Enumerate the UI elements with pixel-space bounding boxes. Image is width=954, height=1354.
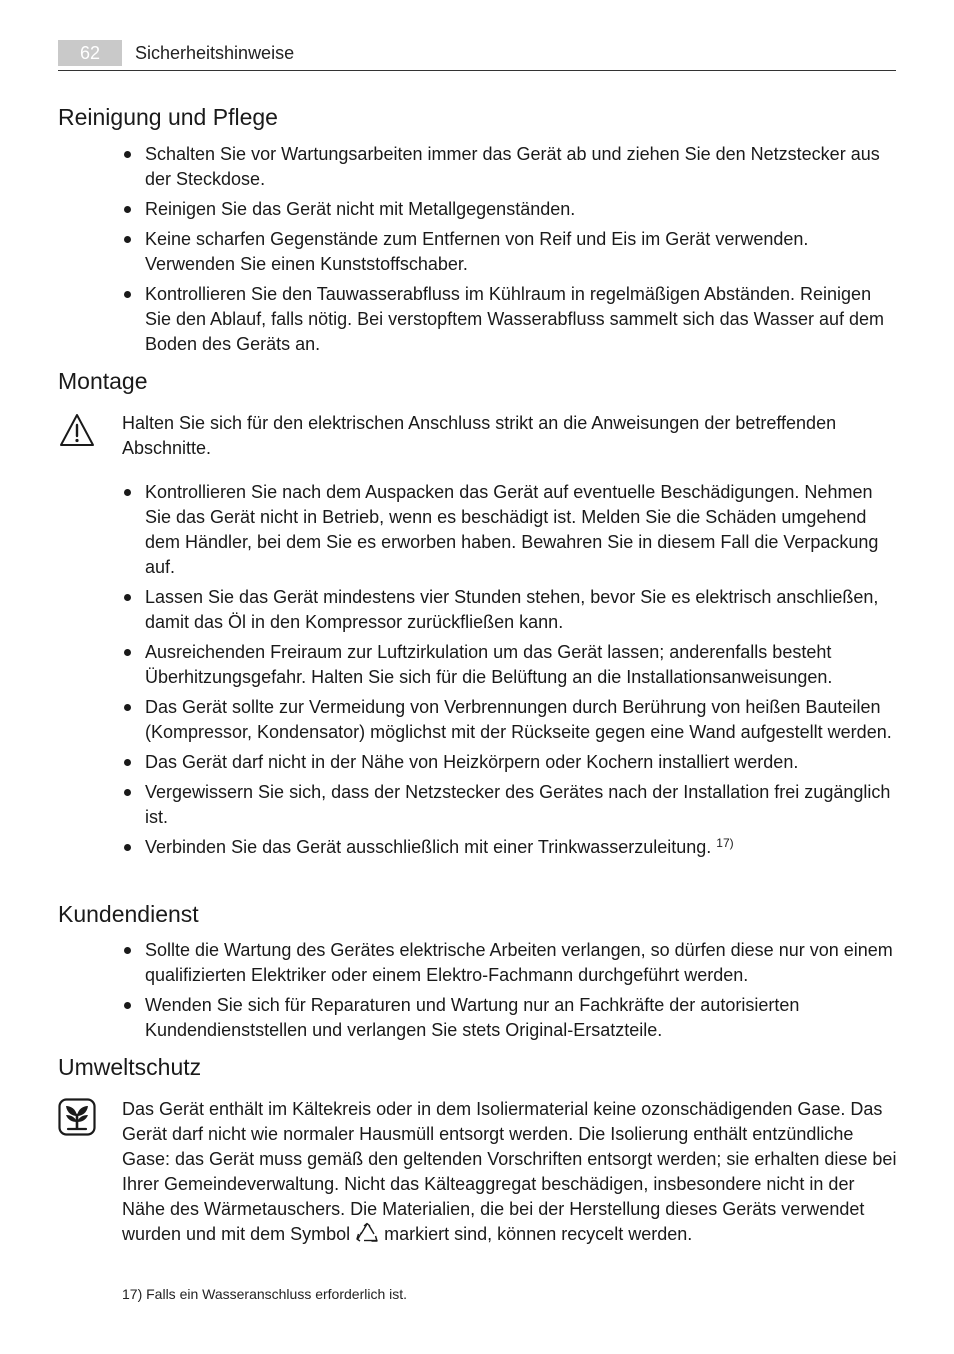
page-number: 62 xyxy=(58,40,122,66)
header-title: Sicherheitshinweise xyxy=(135,43,295,63)
service-list xyxy=(122,938,898,1048)
list-item: Keine scharfen Gegenstände zum Entfernen von Reif und Eis im Gerät verwenden. Verwenden Sie einen Kunststoffschaber. xyxy=(122,227,898,277)
environment-plant-icon xyxy=(58,1098,96,1136)
warning-triangle-icon xyxy=(58,412,96,448)
list-item: Das Gerät sollte zur Vermeidung von Verbrennungen durch Berührung von heißen Bauteilen (Kompressor, Kondensator) möglichst mit der Rückseite gegen eine Wand aufgestellt werden. xyxy=(122,695,898,745)
footnote: 17) Falls ein Wasseranschluss erforderlich ist. xyxy=(122,1286,408,1302)
page-header xyxy=(58,40,896,71)
list-item: Kontrollieren Sie den Tauwasserabfluss im Kühlraum in regelmäßigen Abständen. Reinigen Sie den Ablauf, falls nötig. Bei verstopftem Wasserabfluss sammelt sich das Wasser auf dem Boden des Geräts an. xyxy=(122,282,898,357)
heading-environment: Umweltschutz xyxy=(58,1054,202,1080)
list-item: Lassen Sie das Gerät mindestens vier Stunden stehen, bevor Sie es elektrisch anschließen, damit das Öl in den Kompressor zurückfließen kann. xyxy=(122,585,898,635)
list-item-text: Verbinden Sie das Gerät ausschließlich mit einer Trinkwasserzuleitung. xyxy=(145,837,712,857)
list-item-water-supply xyxy=(122,835,898,860)
environment-text-end: markiert sind, können recycelt werden. xyxy=(384,1224,693,1244)
list-item: Wenden Sie sich für Reparaturen und Wartung nur an Fachkräfte der autorisierten Kundendienststellen und verlangen Sie stets Original-Ersatzteile. xyxy=(122,993,898,1043)
list-item: Kontrollieren Sie nach dem Auspacken das Gerät auf eventuelle Beschädigungen. Nehmen Sie das Gerät nicht in Betrieb, wenn es beschädigt ist. Melden Sie die Schäden umgehend dem Händler, bei dem Sie es erworben haben. Bewahren Sie in diesem Fall die Verpackung auf. xyxy=(122,480,898,580)
heading-cleaning: Reinigung und Pflege xyxy=(58,104,278,130)
warning-text: Halten Sie sich für den elektrischen Anschluss strikt an die Anweisungen der betreffenden Abschnitte. xyxy=(122,413,837,458)
environment-text-main: Das Gerät enthält im Kältekreis oder in dem Isoliermaterial keine ozonschädigenden Gase. Das Gerät darf nicht wie normaler Hausmüll entsorgt werden. Die Isolierung enthält entzündliche Gase: das Gerät muss gemäß den geltenden Vorschriften entsorgt werden; sie erhalten diese bei Ihrer Gemeindeverwaltung. Nicht das Kälteaggregat beschädigen, insbesondere nicht in der Nähe des Wärmetauschers. Die Materialien, die bei der Herstellung dieses Geräts verwendet wurden und mit dem Symbol xyxy=(122,1099,897,1244)
installation-list xyxy=(122,480,898,865)
list-item: Reinigen Sie das Gerät nicht mit Metallgegenständen. xyxy=(122,197,898,222)
list-item: Sollte die Wartung des Gerätes elektrische Arbeiten verlangen, so dürfen diese nur von einem qualifizierten Elektriker oder einem Elektro-Fachmann durchgeführt werden. xyxy=(122,938,898,988)
list-item: Schalten Sie vor Wartungsarbeiten immer das Gerät ab und ziehen Sie den Netzstecker aus der Steckdose. xyxy=(122,142,898,192)
heading-installation: Montage xyxy=(58,368,148,394)
recycle-icon xyxy=(355,1222,379,1244)
list-item: Das Gerät darf nicht in der Nähe von Heizkörpern oder Kochern installiert werden. xyxy=(122,750,898,775)
environment-text xyxy=(122,1097,898,1247)
footnote-ref: 17) xyxy=(716,836,734,850)
list-item: Vergewissern Sie sich, dass der Netzstecker des Gerätes nach der Installation frei zugänglich ist. xyxy=(122,780,898,830)
cleaning-list xyxy=(122,142,898,362)
list-item: Ausreichenden Freiraum zur Luftzirkulation um das Gerät lassen; anderenfalls besteht Überhitzungsgefahr. Halten Sie sich für die Belüftung an die Installationsanweisungen. xyxy=(122,640,898,690)
heading-service: Kundendienst xyxy=(58,901,199,927)
